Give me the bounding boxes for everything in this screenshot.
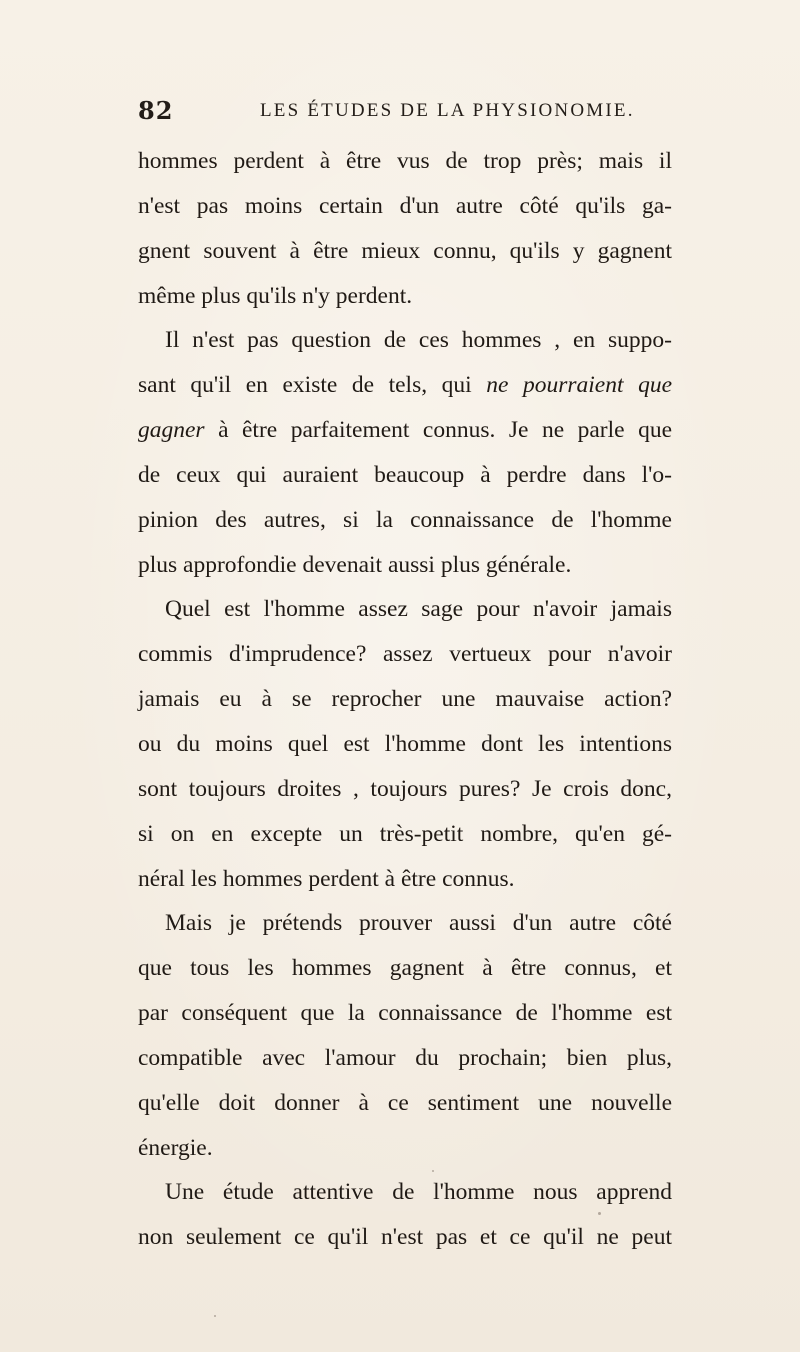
text-fragment: sant qu'il en existe de tels, qui bbox=[138, 372, 472, 399]
italic-phrase: gagner bbox=[138, 417, 205, 444]
text-line: hommes perdent à être vus de trop près; mais il bbox=[138, 148, 672, 174]
text-line: sont toujours droites , toujours pures? Je crois donc, bbox=[138, 775, 672, 802]
text-line: gnent souvent à être mieux connu, qu'ils y gagnent bbox=[138, 237, 672, 264]
italic-phrase: ne pourraient que bbox=[486, 372, 672, 399]
text-line: que tous les hommes gagnent à être connus, et bbox=[138, 955, 672, 982]
text-line: jamais eu à se reprocher une mauvaise action? bbox=[138, 686, 672, 713]
text-line bbox=[138, 408, 672, 453]
text-line: commis d'imprudence? assez vertueux pour n'avoir bbox=[138, 641, 672, 668]
text-line: Il n'est pas question de ces hommes , en suppo- bbox=[165, 327, 672, 354]
text-line: de ceux qui auraient beaucoup à perdre dans l'o- bbox=[138, 461, 672, 488]
text-line: Une étude attentive de l'homme nous apprend bbox=[165, 1179, 672, 1206]
text-line: par conséquent que la connaissance de l'homme est bbox=[138, 1000, 672, 1027]
body-text bbox=[138, 139, 672, 1260]
paper-speck bbox=[598, 1212, 601, 1215]
text-line: Quel est l'homme assez sage pour n'avoir jamais bbox=[165, 596, 672, 623]
paper-speck bbox=[432, 1170, 434, 1172]
page-header bbox=[138, 94, 670, 134]
text-line: néral les hommes perdent à être connus. bbox=[138, 865, 515, 892]
running-title: LES ÉTUDES DE LA PHYSIONOMIE. bbox=[260, 100, 635, 121]
text-line: plus approfondie devenait aussi plus générale. bbox=[138, 551, 572, 578]
text-line: ou du moins quel est l'homme dont les intentions bbox=[138, 730, 672, 757]
text-line: qu'elle doit donner à ce sentiment une nouvelle bbox=[138, 1089, 672, 1116]
text-line bbox=[138, 363, 672, 408]
text-fragment: à être parfaitement connus. Je ne parle que bbox=[218, 417, 672, 444]
page-number: 82 bbox=[138, 96, 174, 125]
text-line: non seulement ce qu'il n'est pas et ce qu'il ne peut bbox=[138, 1224, 672, 1251]
text-line: énergie. bbox=[138, 1134, 213, 1161]
text-line: compatible avec l'amour du prochain; bien plus, bbox=[138, 1044, 672, 1071]
text-line: même plus qu'ils n'y perdent. bbox=[138, 282, 413, 309]
text-line: pinion des autres, si la connaissance de l'homme bbox=[138, 506, 672, 533]
paper-speck bbox=[214, 1315, 216, 1317]
text-line: Mais je prétends prouver aussi d'un autre côté bbox=[165, 910, 672, 937]
text-line: n'est pas moins certain d'un autre côté qu'ils ga- bbox=[138, 192, 672, 219]
text-line: si on en excepte un très-petit nombre, qu'en gé- bbox=[138, 820, 672, 847]
